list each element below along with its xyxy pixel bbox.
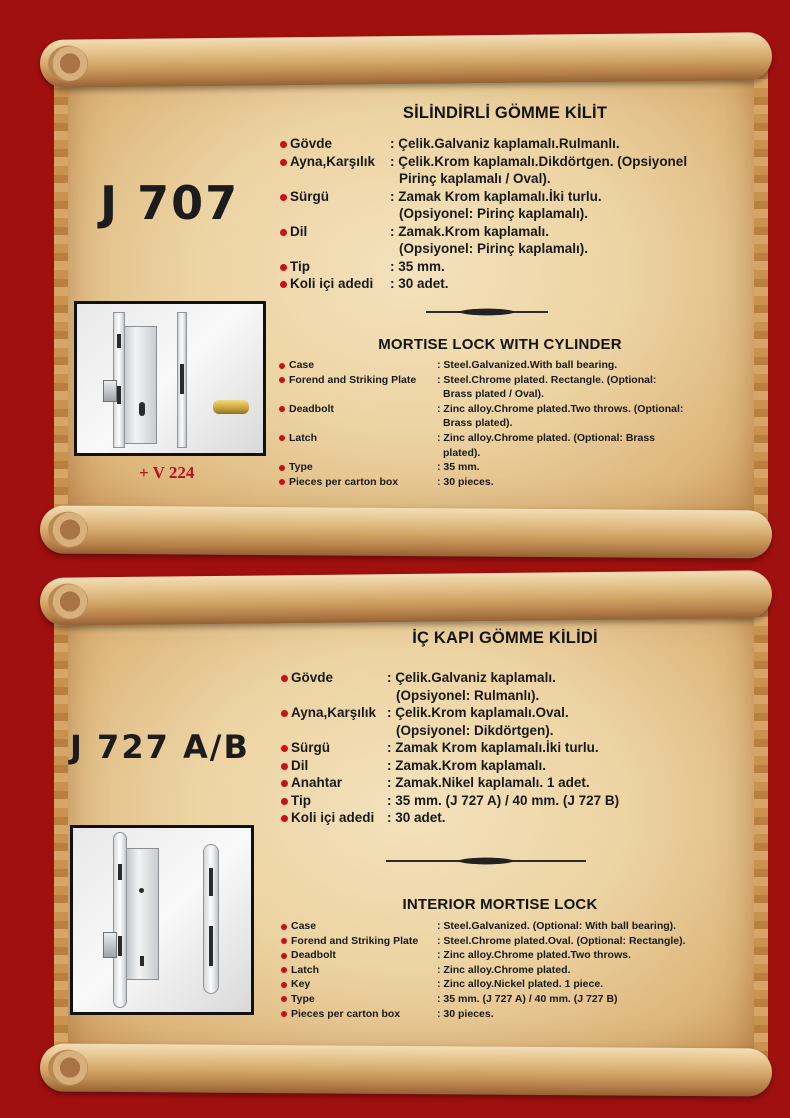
spec-value: : Zinc alloy.Chrome plated. xyxy=(437,963,571,976)
bullet-icon xyxy=(281,763,288,770)
spec-value-line: : Zamak.Krom kaplamalı. xyxy=(390,223,550,239)
spec-label: Koli içi adedi xyxy=(290,276,374,291)
spec-row xyxy=(291,739,731,757)
spec-label: Ayna,Karşılık xyxy=(291,705,377,720)
spec-value xyxy=(437,431,655,460)
bullet-icon xyxy=(281,745,288,752)
spec-value-line: : Zamak Krom kaplamalı.İki turlu. xyxy=(390,188,602,204)
scroll-roll-bottom xyxy=(40,1043,772,1096)
spec-row xyxy=(290,275,730,293)
spec-label: Tip xyxy=(291,792,311,808)
spec-label: Pieces per carton box xyxy=(289,475,399,488)
spec-label: Dil xyxy=(291,757,309,773)
spec-label: Forend and Striking Plate xyxy=(289,373,417,386)
bullet-icon xyxy=(281,924,287,930)
spec-label: Deadbolt xyxy=(291,949,336,962)
spec-value: : Steel.Chrome plated.Oval. (Optional: Rectangle). xyxy=(437,934,686,947)
spec-label: Gövde xyxy=(291,670,334,685)
spec-value-line: : Çelik.Galvaniz kaplamalı. xyxy=(387,670,556,685)
bullet-icon xyxy=(281,815,288,822)
bullet-icon xyxy=(281,710,288,717)
addon-cylinder-label xyxy=(139,463,194,483)
spec-row xyxy=(289,475,734,490)
spec-row xyxy=(291,963,736,978)
spec-value: : 30 pieces. xyxy=(437,475,494,488)
spec-value: : 35 mm. xyxy=(437,461,480,474)
bullet-icon xyxy=(281,675,288,682)
spec-row xyxy=(291,977,736,992)
spec-row xyxy=(289,373,734,402)
tr-title: SİLİNDİRLİ GÖMME KİLİT xyxy=(402,104,608,122)
spec-label: Latch xyxy=(291,963,320,976)
spec-label: Anahtar xyxy=(291,775,343,790)
spec-row xyxy=(291,919,736,934)
en-title: INTERIOR MORTISE LOCK xyxy=(402,896,598,913)
spec-value: : Çelik.Galvaniz kaplamalı.Rulmanlı. xyxy=(390,136,620,151)
spec-value: : 30 pieces. xyxy=(437,1007,494,1020)
spec-row xyxy=(291,948,736,963)
spec-label: Latch xyxy=(289,431,318,444)
spec-value: : Zamak Krom kaplamalı.İki turlu. xyxy=(387,740,599,755)
spec-value-line: Brass plated). xyxy=(443,417,513,430)
spec-row xyxy=(290,258,730,276)
spec-value-line: plated). xyxy=(443,446,481,459)
spec-row xyxy=(290,135,730,153)
spec-label: Forend and Striking Plate xyxy=(291,934,419,947)
spec-label: Deadbolt xyxy=(289,402,334,415)
bullet-icon xyxy=(279,465,285,471)
product-photo-j707 xyxy=(74,301,266,456)
spec-label: Pieces per carton box xyxy=(291,1007,401,1020)
spec-row xyxy=(291,704,731,739)
spec-value: : 30 adet. xyxy=(387,810,446,825)
spec-value: : 35 mm. (J 727 A) / 40 mm. (J 727 B) xyxy=(437,992,618,1005)
bullet-icon xyxy=(281,953,287,959)
bullet-icon xyxy=(281,982,287,988)
spec-row xyxy=(290,153,730,188)
spec-label: Sürgü xyxy=(291,740,330,755)
spec-value-line: (Opsiyonel: Rulmanlı). xyxy=(396,687,540,703)
spec-value xyxy=(390,188,730,223)
spec-row xyxy=(289,358,734,373)
bullet-icon xyxy=(281,798,288,805)
addon-code: V 224 xyxy=(152,463,195,482)
spec-value-line: : Steel.Chrome plated. Rectangle. (Optional: xyxy=(437,373,657,386)
spec-row xyxy=(289,402,734,431)
spec-value-line: Pirinç kaplamalı / Oval). xyxy=(399,171,551,186)
spec-row xyxy=(291,669,731,704)
spec-value-line: : Zinc alloy.Chrome plated.Two throws. (Optional: xyxy=(437,402,684,415)
spec-row xyxy=(291,809,731,827)
spec-value xyxy=(437,402,683,431)
spec-row xyxy=(291,774,731,792)
spec-label: Sürgü xyxy=(290,188,329,204)
spec-row xyxy=(289,431,734,460)
spec-row xyxy=(291,792,731,810)
spec-value-line: (Opsiyonel: Pirinç kaplamalı). xyxy=(399,241,589,256)
tr-spec-list xyxy=(290,135,730,293)
spec-value xyxy=(437,373,656,402)
spec-row xyxy=(291,757,731,775)
spec-label: Type xyxy=(291,992,315,1005)
bullet-icon xyxy=(280,264,287,271)
scroll-roll-bottom xyxy=(40,505,772,558)
spec-value: : 35 mm. (J 727 A) / 40 mm. (J 727 B) xyxy=(387,792,620,808)
spec-label: Gövde xyxy=(290,136,333,151)
spec-value xyxy=(387,704,731,739)
scroll-roll-top xyxy=(40,32,772,88)
plus-sign: + xyxy=(139,463,149,482)
bullet-icon xyxy=(279,363,285,369)
spec-label: Ayna,Karşılık xyxy=(290,153,376,169)
spec-value: : Zamak.Krom kaplamalı. xyxy=(387,757,547,773)
section-divider xyxy=(386,856,586,866)
spec-value: : 35 mm. xyxy=(390,258,445,274)
spec-value: : Steel.Galvanized. (Optional: With ball bearing). xyxy=(437,920,677,932)
spec-label: Case xyxy=(289,359,315,371)
product-photo-j727 xyxy=(70,825,254,1015)
spec-row xyxy=(290,223,730,258)
spec-row xyxy=(289,460,734,475)
en-spec-list xyxy=(289,358,734,489)
spec-label: Case xyxy=(291,920,317,932)
spec-value xyxy=(390,223,730,258)
spec-value: : Zinc alloy.Nickel plated. 1 piece. xyxy=(437,978,604,991)
spec-value: : Steel.Galvanized.With ball bearing. xyxy=(437,359,618,371)
spec-value-line: : Çelik.Krom kaplamalı.Oval. xyxy=(387,705,569,720)
tr-spec-list xyxy=(291,669,731,827)
spec-value-line: (Opsiyonel: Dikdörtgen). xyxy=(396,722,554,738)
spec-value xyxy=(390,153,730,188)
bullet-icon xyxy=(280,159,287,166)
bullet-icon xyxy=(280,229,287,236)
spec-value-line: : Çelik.Krom kaplamalı.Dikdörtgen. (Opsiyonel xyxy=(390,153,688,169)
spec-label: Key xyxy=(291,978,311,991)
bullet-icon xyxy=(280,194,287,201)
spec-value-line: (Opsiyonel: Pirinç kaplamalı). xyxy=(399,206,589,221)
spec-value xyxy=(387,669,731,704)
spec-value-line: Brass plated / Oval). xyxy=(443,388,544,401)
spec-label: Tip xyxy=(290,258,310,274)
spec-row xyxy=(291,1007,736,1022)
bullet-icon xyxy=(280,141,287,148)
spec-row xyxy=(290,188,730,223)
bullet-icon xyxy=(280,281,287,288)
spec-row xyxy=(291,934,736,949)
section-divider xyxy=(426,307,548,317)
spec-label: Dil xyxy=(290,223,308,239)
en-title: MORTISE LOCK WITH CYLINDER xyxy=(378,336,622,353)
en-spec-list xyxy=(291,919,736,1021)
spec-label: Type xyxy=(289,461,313,474)
spec-value: : 30 adet. xyxy=(390,276,449,291)
tr-title: İÇ KAPI GÖMME KİLİDİ xyxy=(412,629,598,647)
spec-value: : Zamak.Nikel kaplamalı. 1 adet. xyxy=(387,775,590,790)
spec-value-line: : Zinc alloy.Chrome plated. (Optional: Brass xyxy=(437,431,656,444)
spec-label: Koli içi adedi xyxy=(291,810,375,825)
product-code: J 727 A/B xyxy=(70,728,250,766)
scroll-roll-top xyxy=(40,570,772,626)
spec-value: : Zinc alloy.Chrome plated.Two throws. xyxy=(437,949,631,962)
bullet-icon xyxy=(281,780,288,787)
product-code: J 707 xyxy=(100,176,240,230)
spec-row xyxy=(291,992,736,1007)
